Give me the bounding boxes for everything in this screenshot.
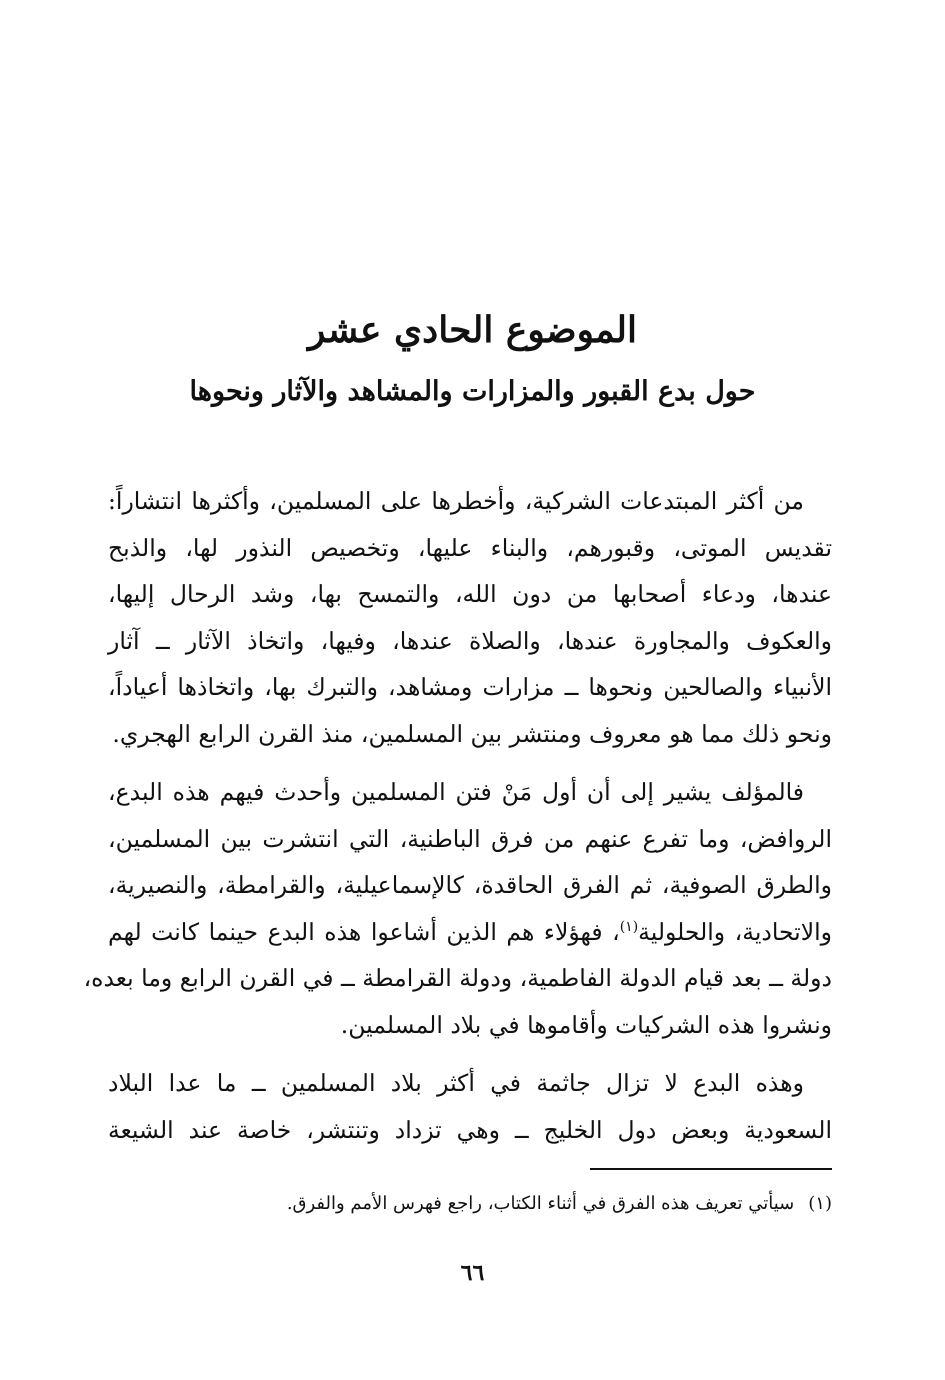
paragraph-1 xyxy=(108,478,832,757)
text-line: والطرق الصوفية، ثم الفرق الحاقدة، كالإسماعيلية، والقرامطة، والنصيرية، xyxy=(108,871,832,899)
page-title: الموضوع الحادي عشر xyxy=(308,309,637,351)
footnote-reference[interactable]: (١) xyxy=(619,918,639,935)
text-segment: ، فهؤلاء هم الذين أشاعوا هذه البدع حينما كانت لهم xyxy=(108,917,620,946)
text-line: السعودية وبعض دول الخليج ــ وهي تزداد وتنتشر، خاصة عند الشيعة xyxy=(108,1115,832,1144)
page-subtitle: حول بدع القبور والمزارات والمشاهد والآثار ونحوها xyxy=(189,376,756,407)
paragraph-gap xyxy=(108,757,832,769)
footnote-text: سيأتي تعريف هذه الفرق في أثناء الكتاب، راجع فهرس الأمم والفرق. xyxy=(286,1193,795,1214)
text-line: فالمؤلف يشير إلى أن أول مَنْ فتن المسلمين وأحدث فيهم هذه البدع، xyxy=(108,778,804,806)
text-line: وهذه البدع لا تزال جاثمة في أكثر بلاد المسلمين ــ ما عدا البلاد xyxy=(108,1069,804,1097)
text-line: الروافض، وما تفرع عنهم من فرق الباطنية، التي انتشرت بين المسلمين، xyxy=(108,824,832,853)
footnote xyxy=(108,1190,832,1218)
text-line: من أكثر المبتدعات الشركية، وأخطرها على المسلمين، وأكثرها انتشاراً: xyxy=(108,487,804,515)
text-line: عندها، ودعاء أصحابها من دون الله، والتمسح بها، وشد الرحال إليها، xyxy=(108,580,832,608)
paragraph-2 xyxy=(83,769,832,1048)
text-line: دولة ــ بعد قيام الدولة الفاطمية، ودولة القرامطة ــ في القرن الرابع وما بعده، xyxy=(83,964,832,992)
body-text xyxy=(83,478,832,1153)
page-number: ٦٦ xyxy=(460,1260,485,1286)
paragraph-3 xyxy=(108,1060,832,1153)
paragraph-gap xyxy=(108,1048,832,1060)
text-line: ونشروا هذه الشركيات وأقاموها في بلاد المسلمين. xyxy=(340,1010,832,1039)
text-line: الأنبياء والصالحين ونحوها ــ مزارات ومشاهد، والتبرك بها، واتخاذها أعياداً، xyxy=(108,673,832,701)
text-line: ونحو ذلك مما هو معروف ومنتشر بين المسلمين، منذ القرن الرابع الهجري. xyxy=(112,719,832,748)
text-line-with-footnote xyxy=(108,909,832,956)
text-line: والعكوف والمجاورة عندها، والصلاة عندها، وفيها، واتخاذ الآثار ــ آثار xyxy=(108,626,832,655)
text-segment: والاتحادية، والحلولية xyxy=(638,917,832,946)
footnote-number: (١) xyxy=(808,1193,832,1214)
footnote-divider xyxy=(590,1168,832,1170)
text-line: تقديس الموتى، وقبورهم، والبناء عليها، وتخصيص النذور لها، والذبح xyxy=(108,533,832,562)
